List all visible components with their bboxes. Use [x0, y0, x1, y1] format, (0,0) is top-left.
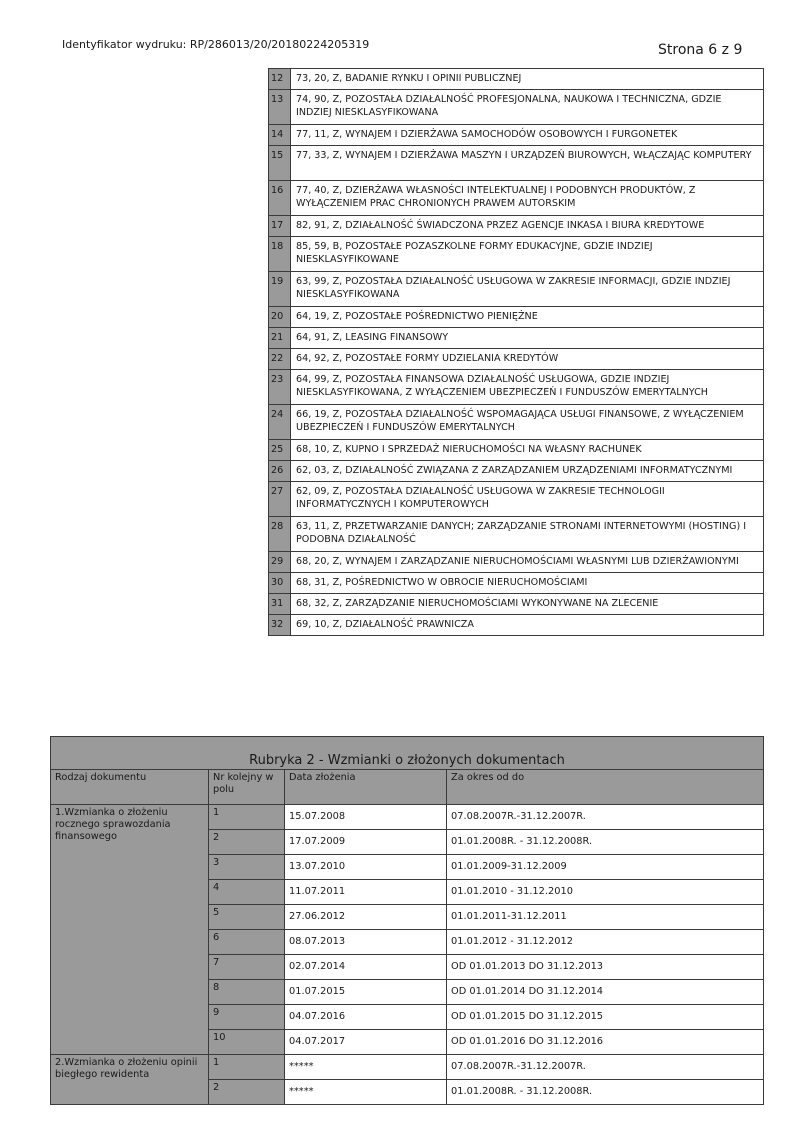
document-row	[51, 805, 764, 830]
rubryka-2-table	[50, 736, 764, 1105]
filing-date: 08.07.2013	[285, 930, 447, 955]
pkd-row	[269, 90, 764, 125]
header-nr: Nr kolejny w polu	[209, 770, 285, 805]
pkd-row	[269, 69, 764, 90]
pkd-row-number: 29	[269, 552, 291, 573]
filing-date: *****	[285, 1055, 447, 1080]
row-nr: 8	[209, 980, 285, 1005]
row-nr: 2	[209, 1080, 285, 1105]
row-nr: 4	[209, 880, 285, 905]
pkd-activity-table	[268, 68, 764, 636]
pkd-row-number: 25	[269, 440, 291, 461]
period-range: OD 01.01.2016 DO 31.12.2016	[447, 1030, 764, 1055]
pkd-row-description: 77, 40, Z, DZIERŻAWA WŁASNOŚCI INTELEKTUALNEJ I PODOBNYCH PRODUKTÓW, Z WYŁĄCZENIEM PRAC CHRONIONYCH PRAWEM AUTORSKIM	[291, 181, 764, 216]
pkd-row	[269, 405, 764, 440]
pkd-row-number: 17	[269, 216, 291, 237]
pkd-row-number: 27	[269, 482, 291, 517]
row-nr: 10	[209, 1030, 285, 1055]
period-range: OD 01.01.2013 DO 31.12.2013	[447, 955, 764, 980]
row-nr: 1	[209, 1055, 285, 1080]
pkd-row-description: 69, 10, Z, DZIAŁALNOŚĆ PRAWNICZA	[291, 615, 764, 636]
pkd-row-number: 13	[269, 90, 291, 125]
column-header-row	[51, 770, 764, 805]
filing-date: 02.07.2014	[285, 955, 447, 980]
pkd-row-description: 77, 11, Z, WYNAJEM I DZIERŻAWA SAMOCHODÓW OSOBOWYCH I FURGONETEK	[291, 125, 764, 146]
row-nr: 3	[209, 855, 285, 880]
pkd-row-description: 68, 32, Z, ZARZĄDZANIE NIERUCHOMOŚCIAMI WYKONYWANE NA ZLECENIE	[291, 594, 764, 615]
row-nr: 6	[209, 930, 285, 955]
period-range: 01.01.2012 - 31.12.2012	[447, 930, 764, 955]
pkd-row-number: 22	[269, 349, 291, 370]
pkd-row-number: 12	[269, 69, 291, 90]
filing-date: *****	[285, 1080, 447, 1105]
header-period: Za okres od do	[447, 770, 764, 805]
pkd-row	[269, 482, 764, 517]
pkd-row-number: 20	[269, 307, 291, 328]
pkd-row	[269, 552, 764, 573]
pkd-row-description: 63, 11, Z, PRZETWARZANIE DANYCH; ZARZĄDZANIE STRONAMI INTERNETOWYMI (HOSTING) I PODOBNA DZIAŁALNOŚĆ	[291, 517, 764, 552]
header-date: Data złożenia	[285, 770, 447, 805]
pkd-row	[269, 594, 764, 615]
row-nr: 2	[209, 830, 285, 855]
pkd-row	[269, 237, 764, 272]
pkd-row-description: 63, 99, Z, POZOSTAŁA DZIAŁALNOŚĆ USŁUGOWA W ZAKRESIE INFORMACJI, GDZIE INDZIEJ NIESKLASYFIKOWANA	[291, 272, 764, 307]
row-nr: 1	[209, 805, 285, 830]
filing-date: 13.07.2010	[285, 855, 447, 880]
row-nr: 5	[209, 905, 285, 930]
pkd-row-number: 15	[269, 146, 291, 181]
pkd-row	[269, 370, 764, 405]
pkd-row-description: 62, 09, Z, POZOSTAŁA DZIAŁALNOŚĆ USŁUGOWA W ZAKRESIE TECHNOLOGII INFORMATYCZNYCH I KOMPUTEROWYCH	[291, 482, 764, 517]
pkd-row	[269, 216, 764, 237]
pkd-row	[269, 461, 764, 482]
pkd-row	[269, 573, 764, 594]
pkd-row-number: 16	[269, 181, 291, 216]
period-range: OD 01.01.2014 DO 31.12.2014	[447, 980, 764, 1005]
document-row	[51, 1055, 764, 1080]
pkd-row-number: 26	[269, 461, 291, 482]
pkd-row-number: 32	[269, 615, 291, 636]
print-identifier: Identyfikator wydruku: RP/286013/20/20180224205319	[62, 38, 370, 51]
pkd-row-description: 66, 19, Z, POZOSTAŁA DZIAŁALNOŚĆ WSPOMAGAJĄCA USŁUGI FINANSOWE, Z WYŁĄCZENIEM UBEZPIECZEŃ I FUNDUSZÓW EMERYTALNYCH	[291, 405, 764, 440]
row-nr: 9	[209, 1005, 285, 1030]
pkd-row-description: 64, 99, Z, POZOSTAŁA FINANSOWA DZIAŁALNOŚĆ USŁUGOWA, GDZIE INDZIEJ NIESKLASYFIKOWANA, Z WYŁĄCZENIEM UBEZPIECZEŃ I FUNDUSZÓW EMERYTALNYCH	[291, 370, 764, 405]
document-type-label: 1.Wzmianka o złożeniu rocznego sprawozdania finansowego	[51, 805, 209, 1055]
period-range: 07.08.2007R.-31.12.2007R.	[447, 1055, 764, 1080]
filing-date: 04.07.2016	[285, 1005, 447, 1030]
pkd-row-description: 64, 92, Z, POZOSTAŁE FORMY UDZIELANIA KREDYTÓW	[291, 349, 764, 370]
filing-date: 17.07.2009	[285, 830, 447, 855]
pkd-row	[269, 328, 764, 349]
pkd-row-number: 28	[269, 517, 291, 552]
pkd-row-number: 30	[269, 573, 291, 594]
pkd-row-number: 24	[269, 405, 291, 440]
period-range: 01.01.2011-31.12.2011	[447, 905, 764, 930]
filing-date: 04.07.2017	[285, 1030, 447, 1055]
pkd-row-description: 64, 91, Z, LEASING FINANSOWY	[291, 328, 764, 349]
filing-date: 11.07.2011	[285, 880, 447, 905]
pkd-row	[269, 307, 764, 328]
period-range: 01.01.2008R. - 31.12.2008R.	[447, 830, 764, 855]
pkd-row-description: 68, 31, Z, POŚREDNICTWO W OBROCIE NIERUCHOMOŚCIAMI	[291, 573, 764, 594]
pkd-row-number: 14	[269, 125, 291, 146]
pkd-row-description: 68, 20, Z, WYNAJEM I ZARZĄDZANIE NIERUCHOMOŚCIAMI WŁASNYMI LUB DZIERŻAWIONYMI	[291, 552, 764, 573]
pkd-row-description: 85, 59, B, POZOSTAŁE POZASZKOLNE FORMY EDUKACYJNE, GDZIE INDZIEJ NIESKLASYFIKOWANE	[291, 237, 764, 272]
period-range: 07.08.2007R.-31.12.2007R.	[447, 805, 764, 830]
pkd-row-number: 19	[269, 272, 291, 307]
pkd-row-number: 21	[269, 328, 291, 349]
pkd-row	[269, 440, 764, 461]
pkd-row	[269, 146, 764, 181]
period-range: OD 01.01.2015 DO 31.12.2015	[447, 1005, 764, 1030]
row-nr: 7	[209, 955, 285, 980]
document-type-label: 2.Wzmianka o złożeniu opinii biegłego rewidenta	[51, 1055, 209, 1105]
pkd-row-number: 31	[269, 594, 291, 615]
page-number: Strona 6 z 9	[658, 42, 743, 58]
filing-date: 15.07.2008	[285, 805, 447, 830]
period-range: 01.01.2008R. - 31.12.2008R.	[447, 1080, 764, 1105]
rubryka-title: Rubryka 2 - Wzmianki o złożonych dokumentach	[51, 737, 764, 770]
pkd-row-description: 68, 10, Z, KUPNO I SPRZEDAŻ NIERUCHOMOŚCI NA WŁASNY RACHUNEK	[291, 440, 764, 461]
pkd-row-description: 73, 20, Z, BADANIE RYNKU I OPINII PUBLICZNEJ	[291, 69, 764, 90]
pkd-row	[269, 615, 764, 636]
pkd-row-description: 62, 03, Z, DZIAŁALNOŚĆ ZWIĄZANA Z ZARZĄDZANIEM URZĄDZENIAMI INFORMATYCZNYMI	[291, 461, 764, 482]
pkd-row-description: 82, 91, Z, DZIAŁALNOŚĆ ŚWIADCZONA PRZEZ AGENCJE INKASA I BIURA KREDYTOWE	[291, 216, 764, 237]
pkd-row-description: 74, 90, Z, POZOSTAŁA DZIAŁALNOŚĆ PROFESJONALNA, NAUKOWA I TECHNICZNA, GDZIE INDZIEJ NIESKLASYFIKOWANA	[291, 90, 764, 125]
filing-date: 27.06.2012	[285, 905, 447, 930]
pkd-row-number: 23	[269, 370, 291, 405]
pkd-row-description: 64, 19, Z, POZOSTAŁE POŚREDNICTWO PIENIĘŻNE	[291, 307, 764, 328]
pkd-row	[269, 125, 764, 146]
period-range: 01.01.2009-31.12.2009	[447, 855, 764, 880]
pkd-row	[269, 272, 764, 307]
pkd-row	[269, 181, 764, 216]
pkd-row-number: 18	[269, 237, 291, 272]
header-document-type: Rodzaj dokumentu	[51, 770, 209, 805]
filing-date: 01.07.2015	[285, 980, 447, 1005]
pkd-row	[269, 349, 764, 370]
pkd-row	[269, 517, 764, 552]
period-range: 01.01.2010 - 31.12.2010	[447, 880, 764, 905]
pkd-row-description: 77, 33, Z, WYNAJEM I DZIERŻAWA MASZYN I URZĄDZEŃ BIUROWYCH, WŁĄCZAJĄC KOMPUTERY	[291, 146, 764, 181]
